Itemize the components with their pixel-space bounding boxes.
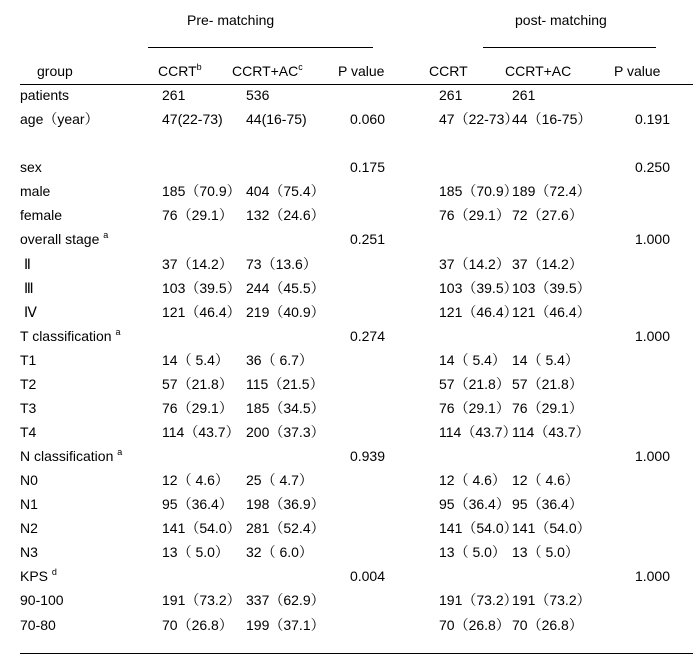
cell-post-ac: 95（36.4） <box>512 496 583 512</box>
pre-matching-heading: Pre- matching <box>187 12 275 28</box>
cell-post-ccrt: 47（22-73） <box>439 111 519 127</box>
cell-pre-ccrt: 121（46.4） <box>162 304 241 320</box>
cell-label: female <box>20 207 63 223</box>
cell-post-ccrt: 114（43.7） <box>439 424 517 440</box>
cell-label: KPS $^d$ <box>20 567 57 584</box>
cell-pre-ac: 73（13.6） <box>246 256 317 272</box>
cell-label: T2 <box>20 376 37 392</box>
cell-post-p: 1.000 <box>634 328 670 344</box>
cell-label: Ⅱ <box>24 256 31 272</box>
cell-post-p: 0.250 <box>634 159 670 175</box>
cell-pre-ccrt: 12（ 4.6） <box>162 472 229 488</box>
cell-pre-ac: 281（52.4） <box>246 520 325 536</box>
col-header-post-ccrt: CCRT <box>429 63 468 79</box>
cell-post-ac: 72（27.6） <box>512 207 583 223</box>
cell-pre-ac: 115（21.5） <box>246 376 324 392</box>
cell-post-ccrt: 57（21.8） <box>439 376 510 392</box>
cell-pre-ac: 185（34.5） <box>246 400 325 416</box>
cell-pre-p: 0.175 <box>349 159 385 175</box>
cell-post-ac: 189（72.4） <box>512 183 591 199</box>
cell-pre-ccrt: 191（73.2） <box>162 592 241 608</box>
cell-post-p: 0.191 <box>634 111 670 127</box>
cell-pre-ccrt: 76（29.1） <box>162 400 233 416</box>
cell-post-ac: 12（ 4.6） <box>512 472 579 488</box>
cell-post-ccrt: 191（73.2） <box>439 592 518 608</box>
cell-label: sex <box>20 159 42 175</box>
cell-pre-ccrt: 57（21.8） <box>162 376 233 392</box>
cell-label: 70-80 <box>20 617 56 633</box>
cell-pre-ccrt: 95（36.4） <box>162 496 233 512</box>
cell-post-p: 1.000 <box>634 231 670 247</box>
pre-matching-underline <box>148 47 373 48</box>
cell-label: T3 <box>20 400 37 416</box>
cell-post-ac: 57（21.8） <box>512 376 583 392</box>
cell-pre-ccrt: 114（43.7） <box>162 424 240 440</box>
cell-pre-ccrt: 141（54.0） <box>162 520 241 536</box>
cell-post-ccrt: 121（46.4） <box>439 304 518 320</box>
cell-post-ac: 37（14.2） <box>512 256 583 272</box>
cell-pre-ccrt: 103（39.5） <box>162 280 241 296</box>
cell-pre-ccrt: 14（ 5.4） <box>162 352 229 368</box>
cell-post-p: 1.000 <box>634 448 670 464</box>
cell-pre-p: 0.274 <box>349 328 385 344</box>
cell-pre-ccrt: 70（26.8） <box>162 617 233 633</box>
cell-label: patients <box>20 87 70 103</box>
cell-post-ac: 44（16-75） <box>512 111 592 127</box>
cell-pre-ccrt: 185（70.9） <box>162 183 241 199</box>
cell-post-ac: 114（43.7） <box>512 424 590 440</box>
cell-label: N2 <box>20 520 38 536</box>
cell-pre-ac: 44(16-75) <box>246 111 307 127</box>
cell-pre-ccrt: 76（29.1） <box>162 207 233 223</box>
cell-label: T4 <box>20 424 37 440</box>
cell-pre-p: 0.004 <box>349 568 385 584</box>
cell-post-ac: 76（29.1） <box>512 400 583 416</box>
cell-post-ac: 121（46.4） <box>512 304 591 320</box>
cell-pre-ac: 337（62.9） <box>246 592 325 608</box>
cell-pre-p: 0.939 <box>349 448 385 464</box>
cell-post-ccrt: 141（54.0） <box>439 520 518 536</box>
cell-post-ac: 191（73.2） <box>512 592 591 608</box>
cell-post-ac: 70（26.8） <box>512 617 583 633</box>
cell-pre-ac: 132（24.6） <box>246 207 325 223</box>
cell-label: T1 <box>20 352 37 368</box>
cell-label: age（year） <box>20 111 99 127</box>
post-matching-underline <box>483 47 656 48</box>
cell-post-ccrt: 185（70.9） <box>439 183 518 199</box>
cell-label: overall stage $^a$ <box>20 230 109 247</box>
cell-label: N classification $^a$ <box>20 447 123 464</box>
cell-pre-ccrt: 47(22-73) <box>162 111 223 127</box>
cell-label: Ⅳ <box>24 304 37 320</box>
cell-pre-ccrt: 13（ 5.0） <box>162 544 229 560</box>
cell-label: N0 <box>20 472 38 488</box>
col-header-pre-ccrt-ac: $CCRT+AC^c$ <box>232 62 303 79</box>
cell-pre-ac: 219（40.9） <box>246 304 325 320</box>
cell-pre-ac: 244（45.5） <box>246 280 325 296</box>
cell-post-ac: 261 <box>512 87 536 103</box>
col-header-group: group <box>37 63 73 79</box>
cell-pre-ccrt: 37（14.2） <box>162 256 233 272</box>
cell-post-ccrt: 76（29.1） <box>439 400 510 416</box>
col-header-post-p-value: P value <box>614 63 661 79</box>
cell-post-ccrt: 261 <box>439 87 463 103</box>
header-rule <box>20 84 693 85</box>
cell-post-ccrt: 13（ 5.0） <box>439 544 506 560</box>
cell-label: male <box>20 183 51 199</box>
cell-post-ccrt: 103（39.5） <box>439 280 518 296</box>
col-header-post-ccrt-ac: CCRT+AC <box>505 63 572 79</box>
cell-pre-p: 0.060 <box>349 111 385 127</box>
cell-post-ac: 141（54.0） <box>512 520 591 536</box>
cell-post-ccrt: 12（ 4.6） <box>439 472 506 488</box>
cell-label: 90-100 <box>20 592 64 608</box>
cell-pre-ac: 199（37.1） <box>246 617 325 633</box>
bottom-rule <box>20 653 693 654</box>
cell-pre-ac: 198（36.9） <box>246 496 325 512</box>
cell-pre-ac: 36（ 6.7） <box>246 352 313 368</box>
cell-pre-ac: 32（ 6.0） <box>246 544 313 560</box>
cell-post-ccrt: 37（14.2） <box>439 256 510 272</box>
cell-post-ac: 14（ 5.4） <box>512 352 579 368</box>
cell-label: Ⅲ <box>24 280 34 296</box>
col-header-pre-ccrt: CCRT$^b$ <box>158 62 202 79</box>
cell-pre-ac: 404（75.4） <box>246 183 325 199</box>
cell-pre-ac: 25（ 4.7） <box>246 472 313 488</box>
cell-post-ccrt: 14（ 5.4） <box>439 352 506 368</box>
cell-post-ccrt: 70（26.8） <box>439 617 510 633</box>
cell-pre-ccrt: 261 <box>162 87 186 103</box>
cell-label: T classification $^a$ <box>20 327 121 344</box>
col-header-pre-p-value: P value <box>338 63 385 79</box>
cell-post-ccrt: 95（36.4） <box>439 496 510 512</box>
cell-post-ac: 13（ 5.0） <box>512 544 579 560</box>
post-matching-heading: post- matching <box>515 12 607 28</box>
cell-label: N1 <box>20 496 38 512</box>
cell-post-p: 1.000 <box>634 568 670 584</box>
cell-pre-p: 0.251 <box>349 231 385 247</box>
cell-pre-ac: 200（37.3） <box>246 424 325 440</box>
cell-label: N3 <box>20 544 38 560</box>
cell-pre-ac: 536 <box>246 87 270 103</box>
cell-post-ac: 103（39.5） <box>512 280 591 296</box>
cell-post-ccrt: 76（29.1） <box>439 207 510 223</box>
